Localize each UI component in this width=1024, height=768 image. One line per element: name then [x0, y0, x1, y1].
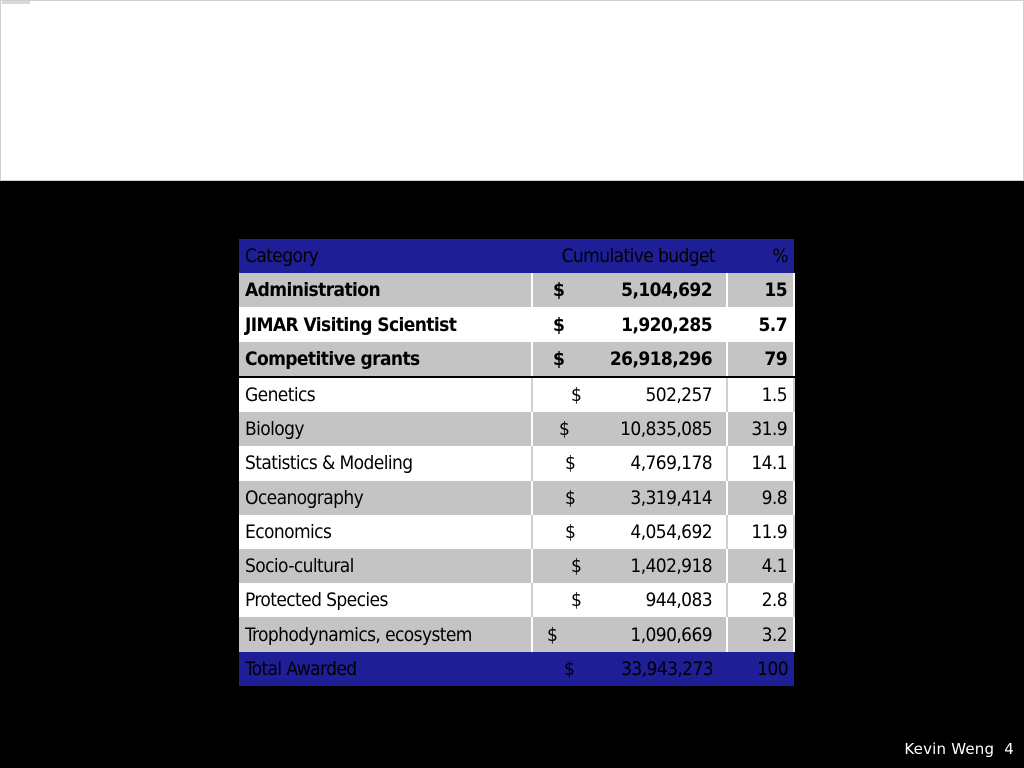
row-amount: 4,769,178 [630, 452, 712, 475]
row-budget [532, 549, 727, 583]
row-dollar-sign: $ [565, 486, 576, 509]
row-dollar-sign: $ [565, 452, 576, 475]
row-amount: 3,319,414 [630, 486, 712, 509]
row-percent: 3.2 [727, 617, 794, 651]
summary-row-competitive-grants [239, 342, 794, 377]
header-budget: Cumulative budget [532, 239, 727, 273]
total-budget [532, 652, 727, 686]
row-category: Economics [239, 515, 532, 549]
total-dollar-sign: $ [564, 657, 575, 680]
row-amount: 1,090,669 [630, 623, 712, 646]
row-budget [532, 307, 727, 341]
table-header-row [239, 239, 794, 273]
row-budget [532, 481, 727, 515]
row-amount: 4,054,692 [630, 520, 712, 543]
row-budget [532, 342, 727, 377]
footer-author: Kevin Weng [904, 740, 995, 758]
row-category: Biology [239, 412, 532, 446]
row-percent: 79 [727, 342, 794, 377]
row-category: Oceanography [239, 481, 532, 515]
summary-row-administration [239, 273, 794, 307]
row-category: JIMAR Visiting Scientist [239, 307, 532, 341]
detail-row-economics [239, 515, 794, 549]
row-percent: 2.8 [727, 583, 794, 617]
row-dollar-sign: $ [571, 555, 582, 578]
detail-row-socio-cultural [239, 549, 794, 583]
row-budget [532, 446, 727, 480]
header-category: Category [239, 239, 532, 273]
detail-row-biology [239, 412, 794, 446]
row-budget [532, 515, 727, 549]
row-amount: 944,083 [645, 589, 712, 612]
row-category: Trophodynamics, ecosystem [239, 617, 532, 651]
top-left-marker [2, 1, 30, 4]
row-dollar-sign: $ [571, 384, 582, 407]
row-percent: 15 [727, 273, 794, 307]
row-dollar-sign: $ [565, 520, 576, 543]
row-budget [532, 617, 727, 651]
row-category: Administration [239, 273, 532, 307]
total-percent: 100 [727, 652, 794, 686]
row-category: Statistics & Modeling [239, 446, 532, 480]
row-percent: 14.1 [727, 446, 794, 480]
row-percent: 31.9 [727, 412, 794, 446]
row-dollar-sign: $ [553, 279, 565, 302]
row-amount: 1,920,285 [621, 313, 712, 336]
row-amount: 10,835,085 [620, 418, 712, 441]
row-percent: 1.5 [727, 377, 794, 412]
row-percent: 5.7 [727, 307, 794, 341]
row-dollar-sign: $ [547, 623, 558, 646]
row-dollar-sign: $ [559, 418, 570, 441]
row-category: Socio-cultural [239, 549, 532, 583]
header-percent: % [727, 239, 794, 273]
row-category: Competitive grants [239, 342, 532, 377]
row-amount: 1,402,918 [630, 555, 712, 578]
row-percent: 9.8 [727, 481, 794, 515]
slide-top-panel [0, 0, 1024, 181]
slide-footer [904, 740, 1014, 758]
page-number: 4 [1004, 740, 1014, 758]
summary-row-visiting-scientist [239, 307, 794, 341]
detail-row-genetics [239, 377, 794, 412]
detail-row-protected-species [239, 583, 794, 617]
row-percent: 11.9 [727, 515, 794, 549]
total-category: Total Awarded [239, 652, 532, 686]
row-amount: 26,918,296 [609, 347, 712, 370]
row-amount: 502,257 [645, 384, 712, 407]
row-dollar-sign: $ [553, 313, 565, 336]
row-budget [532, 583, 727, 617]
detail-row-trophodynamics [239, 617, 794, 651]
row-budget [532, 412, 727, 446]
detail-row-statistics-modeling [239, 446, 794, 480]
row-dollar-sign: $ [571, 589, 582, 612]
budget-table [239, 239, 795, 686]
row-amount: 5,104,692 [621, 279, 712, 302]
row-category: Genetics [239, 377, 532, 412]
row-percent: 4.1 [727, 549, 794, 583]
row-budget [532, 273, 727, 307]
total-row [239, 652, 794, 686]
row-category: Protected Species [239, 583, 532, 617]
detail-row-oceanography [239, 481, 794, 515]
row-budget [532, 377, 727, 412]
row-dollar-sign: $ [553, 347, 565, 370]
total-amount: 33,943,273 [621, 657, 713, 680]
